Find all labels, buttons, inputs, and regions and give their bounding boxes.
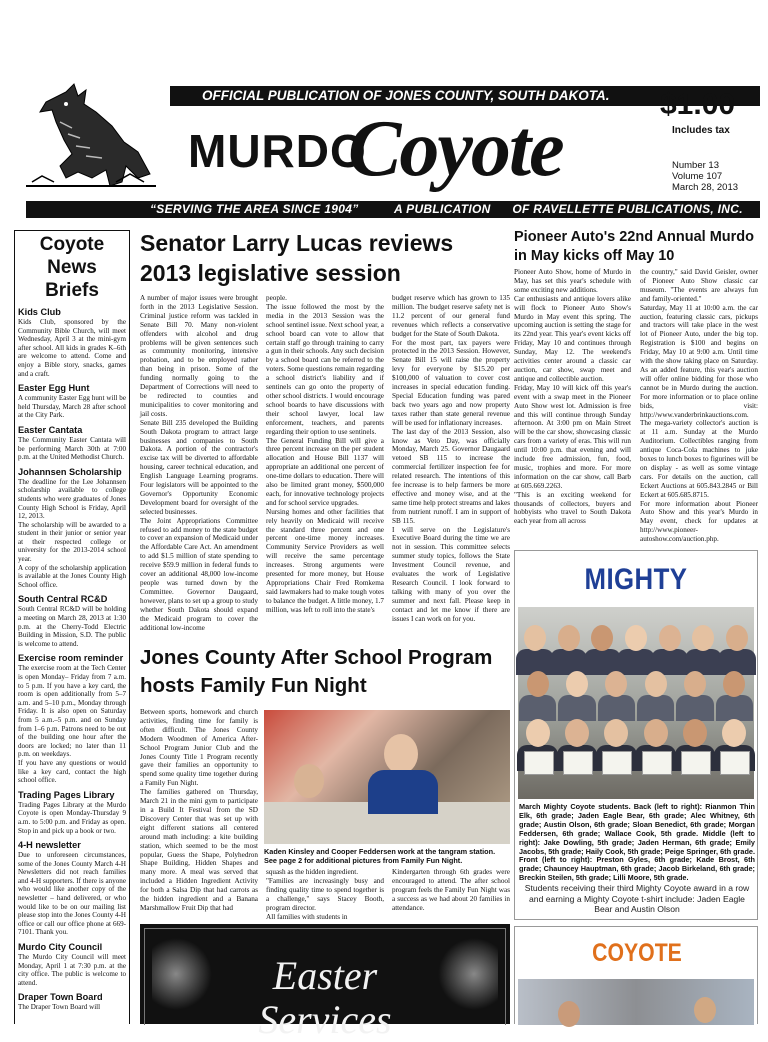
paper-name — [188, 105, 648, 198]
student-face — [726, 625, 748, 651]
brief-heading: Easter Egg Hunt — [18, 383, 90, 394]
student-shirt — [550, 649, 587, 675]
student-shirt — [676, 695, 713, 721]
brief-heading: Easter Cantata — [18, 424, 83, 435]
afterschool-column-3: Kindergarten through 6th grades were encouraged to attend. The after school program feels the Family Fun Night was a success as we had about 20 families in attendance. — [392, 868, 510, 912]
award-certificate — [563, 751, 593, 775]
paper-name-coyote: Coyote — [348, 105, 563, 193]
pioneer-column-1: Pioneer Auto Show, home of Murdo in May, has set this year's schedule with some exciting new additions. Car enthusiasts and antique lovers alike will flock to Pioneer Auto Show's Murdo in May event this spring. The upcoming auction is setting the stage for its 22nd year. This year's event kicks off Friday, May 10 and continues through Sunday, May 12. The weekend's activities center around a classic car auction, car show, swap meet and antique and collectible auction. Friday, May 10 will kick off this year's event with a swap meet in the Pioneer Auto Show west lot. Admission is free and this will continue through Sunday afternoon. At 3:00 pm on Main Street will be the car show, showcasing classic cars from a variety of eras. This will run until 10:00 p.m. that evening and will include free admission, fun, food, music, trophies and more. For more information on the car show, call Barb at 605.669.2263. "This is an exciting weekend for thousands of collectors, buyers and hobbyists who travel to South Dakota each year from all across — [514, 268, 631, 526]
student-face — [683, 719, 707, 747]
mighty-coyote-banner: MIGHTY — [584, 563, 688, 596]
mighty-coyote-photo — [518, 607, 754, 799]
brief-text: The Draper Town Board will — [18, 1003, 101, 1012]
student-shirt — [637, 695, 674, 721]
lucas-column-3: budget reserve which has grown to 135 million. The budget reserve safety net is 11.2 percent of our general fund revenues which reflects a conservative budget for the State of South Dakota. For the most part, tax payers were protected in the 2013 Session. However, Senate Bill 15 will raise the property levy for everyone by $15.20 per $100,000 of valuation to cover cost increases in special education funding. Special Education funding was pared back two years ago and now property taxes rather than state general revenue will be used for inflationary increases. The last day of the 2013 Session, also know as Veto Day, was officially Monday, March 25. Governor Daugaard vetoed SB 115 to increase the commercial fertilizer inspection fee for related research. The intentions of this fee increase is to help farmers be more effective and money wise, and at the same time help protect streams and lakes from nutrient runoff. I am in support of SB 115. I will serve on the Legislature's Executive Board during the time we are not in session. This committee selects summer study topics, follows the State Investment Council revenue, and evaluates the work of Legislative Research Council. I look forward to talking with many of you over the summer and next fall. Please keep in contact and let me know if there are issues I can work on for you. — [392, 294, 510, 623]
student-shirt — [598, 695, 635, 721]
brief-heading: Draper Town Board — [18, 992, 103, 1003]
brief-text: The deadline for the Lee Johannsen scholarship available to college students who were graduates of Jones County High School is Friday, April 12, 2013. The scholarship will be awarded to a student in their junior or senior year at their respected college or university for the 2013-2014 school year. A copy of the scholarship application is available at the Jones County High School office. — [18, 477, 126, 589]
family-fun-night-caption: Kaden Kinsley and Cooper Feddersen work at the tangram station. See page 2 for additional pictures from Family Fun Night. — [264, 847, 496, 865]
official-publication-text: OFFICIAL PUBLICATION OF JONES COUNTY, SOUTH DAKOTA. — [202, 88, 610, 103]
brief-text: Trading Pages Library at the Murdo Coyote is open Monday-Thursday 9 a.m. to 5:00 p.m. and Friday as open. Stop in and pick up a book or two. — [18, 800, 126, 835]
lucas-column-2: people. The issue followed the most by the media in the 2013 Session was the school sentinel issue. Next school year, a school board can vote to allow that certain staff go through training to carry a gun in their schools. Any such decision by a school board can be referred to the voters. Some questions remain regarding a school district's liability and if sentinels can go onto the property of other school districts. I would encourage school boards to have discussions with their school lawyer, local law enforcement, teachers, and parents regarding their option to use sentinels. The General Funding Bill will give a three percent increase on the per student allocation and House Bill 1137 will appropriate an additional one percent of one-time dollars to education. There will also be limited grant money, $500,000 each, for innovative technology projects and for school service upgrades. Nursing homes and other facilities that rely heavily on Medicaid will receive the standard three percent and one percent one-time money increases. Community Service Providers as well will receive the same percentage increases. Strong arguments were presented for more money, but House Appropriations Chair Fred Romkema said lawmakers had to make tough votes to balance the budget. A little money, 1.7 million, was left to roll into the state's — [266, 294, 384, 614]
coyote-logo — [26, 82, 156, 192]
student-face — [565, 719, 589, 747]
award-certificate — [524, 751, 554, 775]
brief-heading: Johannsen Scholarship — [18, 466, 122, 477]
student-face — [645, 671, 667, 697]
brief-text: South Central RC&D will be holding a meeting on March 28, 2013 at 1:30 p.m. at the Cherry-Todd Electric Building in Mission, S.D. The public is welcome to attend. — [18, 605, 126, 648]
student-face — [659, 625, 681, 651]
easter-services-title: Easter Services — [258, 953, 392, 1042]
ad-ornament-right — [438, 938, 498, 1010]
student-shirt — [558, 695, 595, 721]
masthead — [0, 0, 768, 225]
award-certificate — [681, 751, 711, 775]
ad-ornament-left — [152, 938, 212, 1010]
volume-number: Volume 107 — [672, 171, 723, 182]
student-face — [526, 719, 550, 747]
slogan-bar — [26, 201, 760, 218]
lucas-column-1: A number of major issues were brought forth in the 2013 Legislative Session. Criminal justice reform was tackled in Senate Bill 70. Many non-violent offenders with alcohol and drug problems will be given sentences such as community monitoring, intensive probation, and to be employed rather than being in prison. Some of the funding normally going to the Department of Corrections will need to be redirected to counties and municipalities to cover monitoring and jail costs. Senate Bill 235 developed the Building South Dakota program to attract large businesses and companies to South Dakota. A portion of the contractor's excise tax will be diverted to affordable housing, career technical education, and English Language Learning programs. Four legislators will be appointed to the Governor's Opportunity Economic Development board for oversight of the selected businesses. The Joint Appropriations Committee refused to add money to the state budget to cover an expansion of Medicaid under the Affordable Care Act. An amendment to add $1.5 million of state spending to receive $59.9 million in federal funds to cover an additional 48,000 low-income people was turned down by the Committee. Governor Daugaard, however, plans to set up a group to study whether South Dakota should expand the Medicaid program to cover the additional low-income — [140, 294, 258, 632]
student-face — [558, 1001, 580, 1027]
brief-text: A community Easter Egg hunt will be held Thursday, March 28 after school at the City Park. — [18, 394, 126, 420]
student-face — [524, 625, 546, 651]
brief-text: The Community Easter Cantata will be performing March 30th at 7:00 p.m. at the United Methodist Church. — [18, 435, 126, 462]
brief-text: The Murdo City Council will meet Monday, April 1 at 7:30 p.m. at the city office. The public is welcome to attend. — [18, 953, 126, 987]
brief-text: Due to unforeseen circumstances, some of the Jones County March 4-H Newsletters did not reach families and 4-H supporters. If there is anyone who would like another copy of the newsletter – hand delivered, or who would like to be on our mailing list please stop into the Jones County 4-H office or call our office phone at 669-7101. Thank you. — [18, 851, 126, 937]
child-shirt — [368, 770, 438, 814]
child-head — [384, 734, 418, 774]
student-face — [566, 671, 588, 697]
brief-heading: Trading Pages Library — [18, 789, 115, 800]
brief-heading: South Central RC&D — [18, 594, 108, 605]
student-face — [625, 625, 647, 651]
news-briefs-sidebar — [14, 230, 130, 1024]
issue-date: March 28, 2013 — [672, 182, 739, 193]
lucas-headline: Senator Larry Lucas reviews 2013 legislative session — [140, 230, 454, 286]
pioneer-story-body — [514, 268, 758, 544]
award-certificate — [642, 751, 672, 775]
child-head — [294, 764, 324, 798]
award-certificate — [602, 751, 632, 775]
coyote-character-box — [514, 926, 758, 1024]
slogan: “SERVING THE AREA SINCE 1904” — [150, 202, 359, 216]
brief-text: The exercise room at the Tech Center is open Monday– Friday from 7 a.m. to 5 p.m. If you have a key card, the room is open additionally from 5–7 a.m. and 5–10 p.m., Monday through Friday. It is also open on Saturday from 5 a.m.–5 p.m. and on Sunday from 1–6 p.m. Patrons need to be out of the building one hour after the doors are locked; no later than 11 p.m. on weekdays. If you have any questions or would like a key card, contact the high school office. — [18, 664, 126, 785]
publisher-line: A PUBLICATION OF RAVELLETTE PUBLICATIONS, INC. — [394, 202, 743, 216]
coyote-character-photo — [518, 979, 754, 1025]
easter-services-ad — [140, 924, 510, 1042]
mighty-coyote-box — [514, 550, 758, 920]
student-face — [558, 625, 580, 651]
sidebar-items — [18, 307, 126, 1012]
student-face — [527, 671, 549, 697]
brief-heading: Exercise room reminder — [18, 653, 124, 664]
price-note: Includes tax — [672, 125, 730, 136]
student-face — [694, 997, 716, 1023]
sidebar-title: Coyote News Briefs — [39, 234, 105, 301]
pioneer-headline: Pioneer Auto's 22nd Annual Murdo in May kicks off May 10 — [514, 229, 755, 264]
mighty-coyote-note: Students receiving their third Mighty Coyote award in a row and earning a Mighty Coyote t-shirt include: Jaden Eagle Bear and Austin Olson — [524, 883, 750, 914]
student-face — [644, 719, 668, 747]
paper-name-murdo: MURDO — [188, 125, 367, 177]
price: $1.00 — [660, 88, 736, 121]
pioneer-column-2: the country," said David Geisler, owner of Pioneer Auto Show classic car museum. "The events are always fun and family-oriented." Saturday, May 11 at 10:00 a.m. the car auction, featuring classic cars, pickups and tractors will take place in the west lot of Pioneer Auto, under the big top. Registration is $100 and begins on Friday, May 10 at 9:00 a.m. Until time with the show taking place on Saturday. As an added feature, this year's auction will offer online bidding for those who cannot be in Murdo during the auction. For more information or to place online bids, visit: http://www.vanderbrinkauctions.com. The mega-variety collector's auction is at 11 a.m. Sunday at the Murdo Auditorium. Collectibles ranging from antique Coca-Cola machines to juke boxes to lunch boxes to figurines will be on display - as well as some vintage cars. For details on the auction, call Eckert Auctions at 605.843.2845 or Bill Eckert at 605.685.8715. For more information about Pioneer Auto Show and this year's Murdo in May event, check for updates at http://www.pioneer-autoshow.com/auction.php. — [640, 268, 758, 544]
student-shirt — [519, 695, 556, 721]
brief-heading: Murdo City Council — [18, 942, 103, 953]
lucas-story-body — [140, 294, 511, 646]
award-certificate — [720, 751, 750, 775]
family-fun-night-photo — [264, 710, 510, 844]
afterschool-column-2: squash as the hidden ingredient. "Families are increasingly busy and finding quality time to spend together is a challenge," says Stacey Booth, program director. All families with students in — [266, 868, 384, 921]
brief-heading: Kids Club — [18, 307, 61, 317]
coyote-character-banner: COYOTE — [592, 939, 682, 967]
student-shirt — [716, 695, 753, 721]
afterschool-headline: Jones County After School Program hosts Family Fun Night — [140, 646, 493, 697]
brief-heading: 4-H newsletter — [18, 840, 81, 851]
afterschool-column-1: Between sports, homework and church activities, finding time for family is often difficult. The Jones County Modern Woodmen of America After-School Program Junior Club and the Jones County Title 1 Program recently gave their families an opportunity to spend some quality time together during a Family Fun Night. The families gathered on Thursday, March 21 in the mini gym to participate in a Build It Festival from the SD Discovery Center that was set up with eight different stations all centered around math including: a kite building station, which seemed to be the most popular, Guess the Shape, Polyhedron Shape Building, Hidden Shapes and many more. A meal was served that included a Hidden Ingredient Activity for both a Salsa Dip that had carrots as the hidden ingredient and a Banana Marshmallow Fruit Dip that had — [140, 708, 258, 912]
issue-number: Number 13 — [672, 160, 719, 171]
student-face — [684, 671, 706, 697]
brief-text: Kids Club, sponsored by the Community Bible Church, will meet Wednesday, April 3 at the mini-gym after school. All kids in grades K–6th are welcome to attend. Come and enjoy a Bible story, snacks, games and a craft. — [18, 318, 126, 378]
issue-info — [672, 160, 738, 193]
student-shirt — [617, 649, 654, 675]
mighty-coyote-caption: March Mighty Coyote students. Back (left to right): Rianmon Thin Elk, 6th grade; Jaden Eagle Bear, 6th grade; Alec Whitney, 6th grade; Austin Olson, 6th grade; Sloan Benedict, 6th grade; Morgan Feddersen, 6th grade; Wallace Cook, 5th grade. Middle (left to right): Jake Dowling, 5th grade; Jaden Herman, 6th grade; Emily Jacobs, 5th grade; Haily Cook, 5th grade; Peige Springer, 6th grade. Front (left to right): Preston Gyles, 6th grade; Kade Brost, 6th grade; Chauncey Hauptman, 6th grade; Jacob Birkeland, 6th grade; Breckin Steilen, 5th grade; Lilli Moore, 5th grade. — [519, 802, 755, 883]
